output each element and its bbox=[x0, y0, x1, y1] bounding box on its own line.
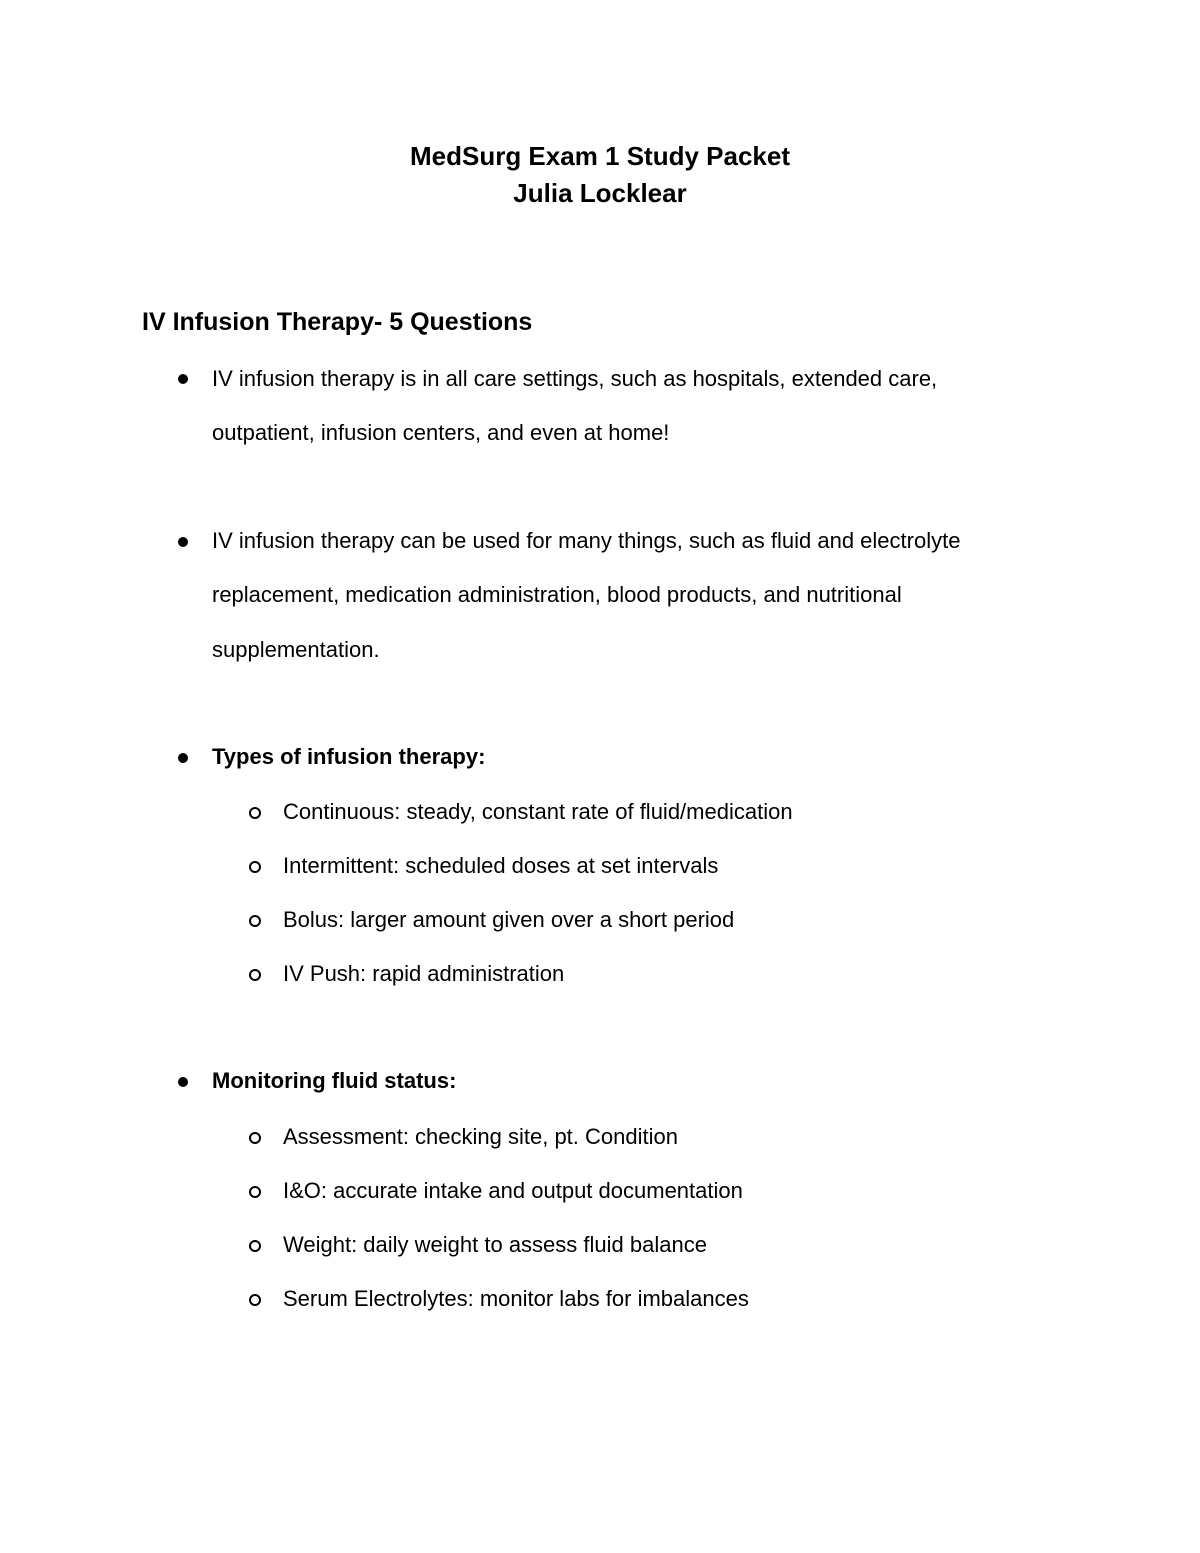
bullet-text-line: supplementation. bbox=[212, 637, 380, 662]
sub-bullet-ring-icon bbox=[249, 1294, 261, 1306]
sub-item: I&O: accurate intake and output documentation bbox=[283, 1178, 743, 1203]
sub-bullet-ring-icon bbox=[249, 1240, 261, 1252]
sub-item: Assessment: checking site, pt. Condition bbox=[283, 1124, 678, 1149]
sub-bullet-ring-icon bbox=[249, 969, 261, 981]
sub-item: Bolus: larger amount given over a short period bbox=[283, 907, 735, 932]
bullet-text-line: IV infusion therapy is in all care settings, such as hospitals, extended care, bbox=[212, 366, 938, 391]
document-author: Julia Locklear bbox=[513, 178, 687, 208]
bullet-dot-icon bbox=[178, 537, 188, 547]
sub-item: IV Push: rapid administration bbox=[283, 961, 565, 986]
sub-item: Intermittent: scheduled doses at set intervals bbox=[283, 853, 719, 878]
sub-item: Serum Electrolytes: monitor labs for imbalances bbox=[283, 1286, 749, 1311]
sub-bullet-ring-icon bbox=[249, 861, 261, 873]
document-title-block bbox=[0, 138, 1200, 212]
bullet-label: Monitoring fluid status: bbox=[212, 1068, 457, 1093]
bullet-dot-icon bbox=[178, 1077, 188, 1087]
sub-bullet-ring-icon bbox=[249, 807, 261, 819]
document-title: MedSurg Exam 1 Study Packet bbox=[409, 141, 791, 171]
sub-bullet-ring-icon bbox=[249, 915, 261, 927]
sub-bullet-ring-icon bbox=[249, 1132, 261, 1144]
bullet-label: Types of infusion therapy: bbox=[212, 744, 486, 769]
section-heading: IV Infusion Therapy- 5 Questions bbox=[142, 308, 533, 336]
sub-item: Weight: daily weight to assess fluid balance bbox=[283, 1232, 707, 1257]
bullet-dot-icon bbox=[178, 753, 188, 763]
sub-bullet-ring-icon bbox=[249, 1186, 261, 1198]
sub-item: Continuous: steady, constant rate of fluid/medication bbox=[283, 799, 793, 824]
bullet-text-line: replacement, medication administration, blood products, and nutritional bbox=[212, 582, 902, 607]
bullet-dot-icon bbox=[178, 374, 188, 384]
bullet-text-line: IV infusion therapy can be used for many things, such as fluid and electrolyte bbox=[212, 528, 961, 553]
bullet-text-line: outpatient, infusion centers, and even at home! bbox=[212, 420, 670, 445]
